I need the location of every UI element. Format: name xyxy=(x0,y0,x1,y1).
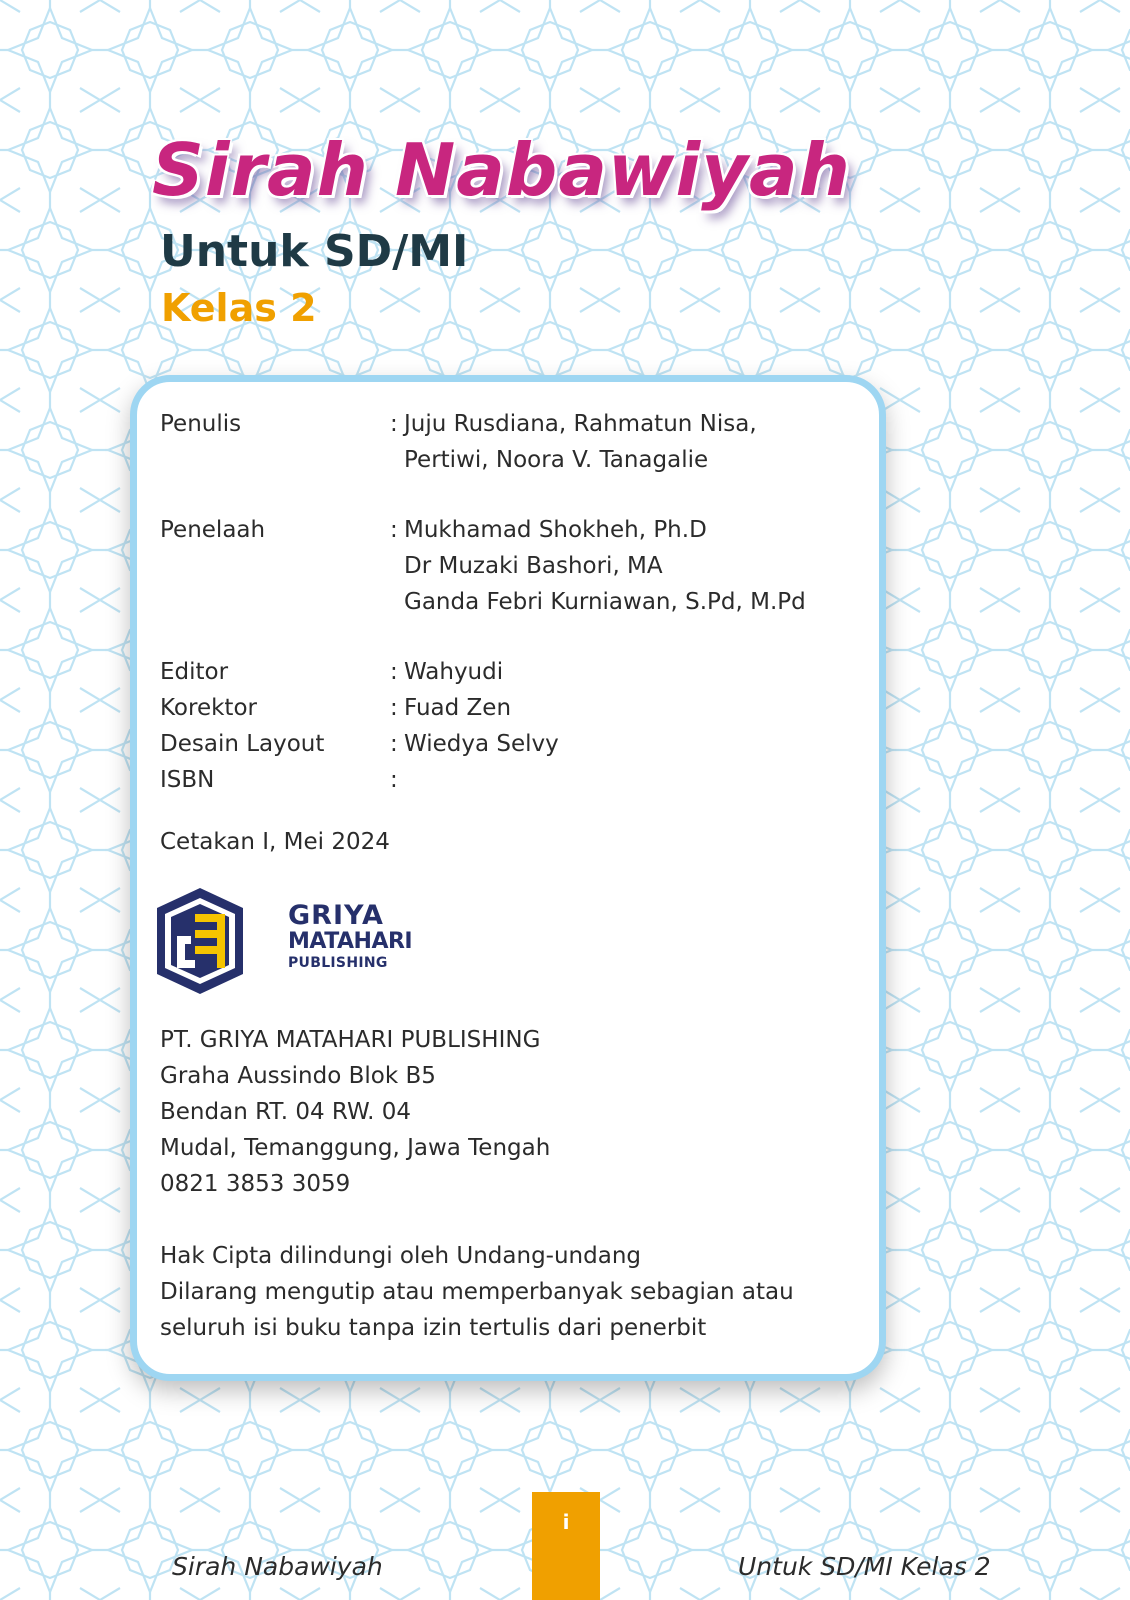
credit-value: Juju Rusdiana, Rahmatun Nisa, xyxy=(404,411,757,437)
credit-value: Ganda Febri Kurniawan, S.Pd, M.Pd xyxy=(404,589,806,615)
address-line: Mudal, Temanggung, Jawa Tengah xyxy=(160,1135,551,1161)
address-line: 0821 3853 3059 xyxy=(160,1171,351,1197)
credit-row-isbn xyxy=(160,762,806,798)
credit-colon: : xyxy=(390,517,398,543)
copyright-line: Hak Cipta dilindungi oleh Undang-undang xyxy=(160,1243,642,1269)
credit-colon: : xyxy=(390,731,398,757)
credit-label: Korektor xyxy=(160,695,257,721)
credit-label: Penelaah xyxy=(160,517,266,543)
book-title: Sirah Nabawiyah xyxy=(152,128,851,212)
credit-row-desain-layout xyxy=(160,726,806,762)
page-number-tab xyxy=(532,1492,600,1600)
publisher-logo-text xyxy=(288,902,412,970)
credit-colon: : xyxy=(390,767,398,793)
footer-right: Untuk SD/MI Kelas 2 xyxy=(738,1552,991,1581)
credit-label: Penulis xyxy=(160,411,242,437)
address-line: Graha Aussindo Blok B5 xyxy=(160,1063,436,1089)
credit-row-editor xyxy=(160,654,806,690)
credit-colon: : xyxy=(390,659,398,685)
credit-row-penulis xyxy=(160,406,806,478)
footer-left: Sirah Nabawiyah xyxy=(172,1552,383,1581)
credit-label: ISBN xyxy=(160,767,215,793)
logo-word-publishing: PUBLISHING xyxy=(288,955,388,971)
credit-row-korektor xyxy=(160,690,806,726)
credit-label: Desain Layout xyxy=(160,731,325,757)
credits-list xyxy=(160,406,806,798)
credit-colon: : xyxy=(390,411,398,437)
credit-value: Fuad Zen xyxy=(404,695,512,721)
edition-text: Cetakan I, Mei 2024 xyxy=(160,829,390,855)
copyright-line: Dilarang mengutip atau memperbanyak sebagian atau xyxy=(160,1279,794,1305)
credit-colon: : xyxy=(390,695,398,721)
address-line: Bendan RT. 04 RW. 04 xyxy=(160,1099,411,1125)
book-subtitle: Untuk SD/MI xyxy=(160,226,469,277)
book-grade: Kelas 2 xyxy=(161,286,317,330)
copyright-notice xyxy=(160,1238,794,1346)
credit-value: Mukhamad Shokheh, Ph.D xyxy=(404,517,707,543)
page-number: i xyxy=(562,1510,570,1534)
logo-word-griya: GRIYA xyxy=(288,900,384,931)
credit-value: Wiedya Selvy xyxy=(404,731,559,757)
credit-value: Wahyudi xyxy=(404,659,504,685)
credit-label: Editor xyxy=(160,659,229,685)
logo-word-matahari: MATAHARI xyxy=(288,929,413,954)
credit-value: Dr Muzaki Bashori, MA xyxy=(404,553,663,579)
credit-value: Pertiwi, Noora V. Tanagalie xyxy=(404,447,709,473)
credit-row-penelaah xyxy=(160,512,806,620)
copyright-line: seluruh isi buku tanpa izin tertulis dari penerbit xyxy=(160,1315,707,1341)
address-line: PT. GRIYA MATAHARI PUBLISHING xyxy=(160,1027,541,1053)
publisher-address xyxy=(160,1022,550,1202)
